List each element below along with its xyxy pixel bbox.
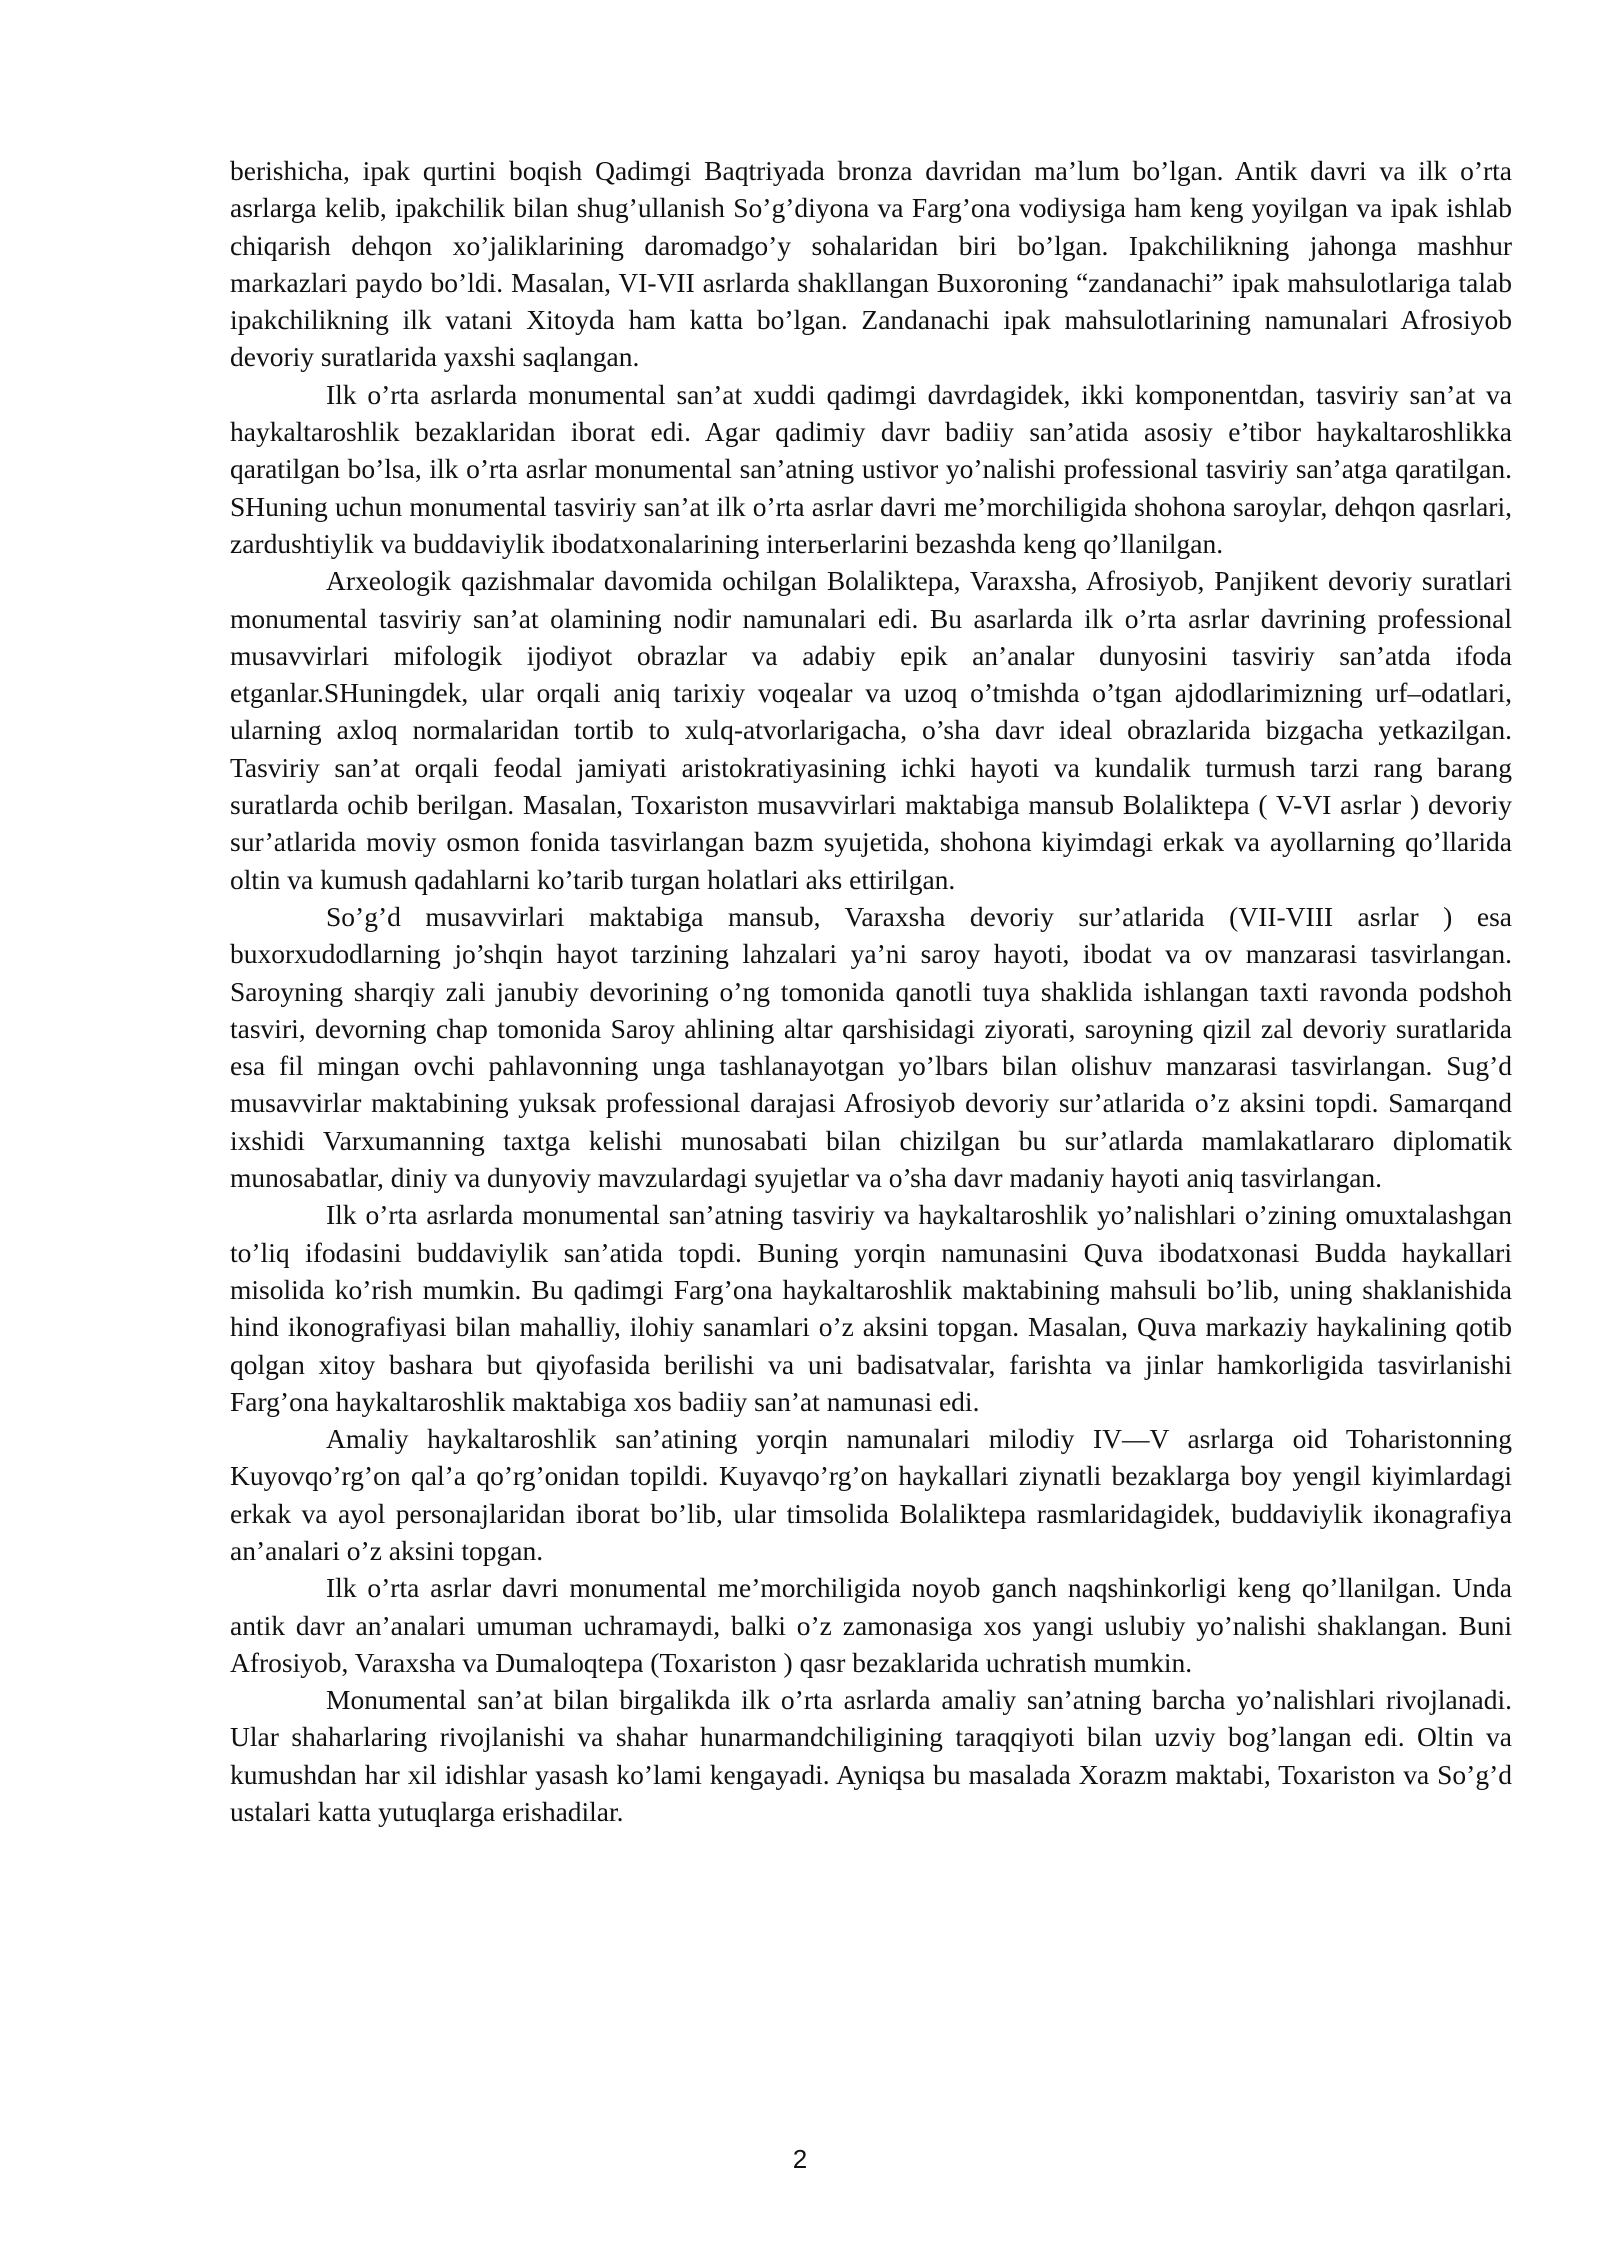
page-number: 2 <box>792 2144 808 2174</box>
paragraph-ganch-ornament: Ilk o’rta asrlar davri monumental me’morchiligida noyob ganch naqshinkorligi keng qo’llanilgan. Unda antik davr an’analari umuman uchramaydi, balki o’z zamonasiga xos yangi uslubiy yo’nalishi shaklangan. Buni Afrosiyob, Varaxsha va Dumaloqtepa (Toxariston ) qasr bezaklarida uchratish mumkin. <box>230 1572 1512 1678</box>
paragraph-continuation: berishicha, ipak qurtini boqish Qadimgi Baqtriyada bronza davridan ma’lum bo’lgan. Antik davri va ilk o’rta asrlarga kelib, ipakchilik bilan shug’ullanish So’g’diyona va Farg’ona vodiysiga ham keng yoyilgan va ipak ishlab chiqarish dehqon xo’jaliklarining daromadgo’y sohalaridan biri bo’lgan. Ipakchilikning jahonga mashhur markazlari paydo bo’ldi. Masalan, VI-VII asrlarda shakllangan Buxoroning “zandanachi” ipak mahsulotlariga talab ipakchilikning ilk vatani Xitoyda ham katta bo’lgan. Zandanachi ipak mahsulotlarining namunalari Afrosiyob devoriy suratlarida yaxshi saqlangan. <box>230 155 1512 373</box>
paragraph-sogd-painters: So’g’d musavvirlari maktabiga mansub, Varaxsha devoriy sur’atlarida (VII-VIII asrlar ) esa buxorxudodlarning jo’shqin hayot tarzining lahzalari ya’ni saroy hayoti, ibodat va ov manzarasi tasvirlangan. Saroyning sharqiy zali janubiy devorining o’ng tomonida qanotli tuya shaklida ishlangan taxti ravonda podshoh tasviri, devorning chap tomonida Saroy ahlining altar qarshisidagi ziyorati, saroyning qizil zal devoriy suratlarida esa fil mingan ovchi pahlavonning unga tashlanayotgan yo’lbars bilan olishuv manzarasi tasvirlangan. Sug’d musavvirlar maktabining yuksak professional darajasi Afrosiyob devoriy sur’atlarida o’z aksini topdi. Samarqand ixshidi Varxumanning taxtga kelishi munosabati bilan chizilgan bu sur’atlarda mamlakatlararo diplomatik munosabatlar, diniy va dunyoviy mavzulardagi syujetlar va o’sha davr madaniy hayoti aniq tasvirlangan. <box>230 900 1512 1194</box>
paragraph-buddhist-sculpture: Ilk o’rta asrlarda monumental san’atning tasviriy va haykaltaroshlik yo’nalishlari o’zining omuxtalashgan to’liq ifodasini buddaviylik san’atida topdi. Buning yorqin namunasini Quva ibodatxonasi Budda haykallari misolida ko’rish mumkin. Bu qadimgi Farg’ona haykaltaroshlik maktabining mahsuli bo’lib, uning shaklanishida hind ikonografiyasi bilan mahalliy, ilohiy sanamlari o’z aksini topgan. Masalan, Quva markaziy haykalining qotib qolgan xitoy bashara but qiyofasida berilishi va uni badisatvalar, farishta va jinlar hamkorligida tasvirlanishi Farg’ona haykaltaroshlik maktabiga xos badiiy san’at namunasi edi. <box>230 1199 1512 1417</box>
paragraph-applied-arts: Monumental san’at bilan birgalikda ilk o’rta asrlarda amaliy san’atning barcha yo’nalishlari rivojlanadi. Ular shaharlaring rivojlanishi va shahar hunarmandchiligining taraqqiyoti bilan uzviy bog’langan edi. Oltin va kumushdan har xil idishlar yasash ko’lami kengayadi. Ayniqsa bu masalada Xorazm maktabi, Toxariston va So’g’d ustalari katta yutuqlarga erishadilar. <box>230 1684 1512 1828</box>
body-text <box>230 152 1512 1830</box>
paragraph-monumental-art: Ilk o’rta asrlarda monumental san’at xuddi qadimgi davrdagidek, ikki komponentdan, tasviriy san’at va haykaltaroshlik bezaklaridan iborat edi. Agar qadimiy davr badiiy san’atida asosiy e’tibor haykaltaroshlikka qaratilgan bo’lsa, ilk o’rta asrlar monumental san’atning ustivor yo’nalishi professional tasviriy san’atga qaratilgan. SHuning uchun monumental tasviriy san’at ilk o’rta asrlar davri me’morchiligida shohona saroylar, dehqon qasrlari, zardushtiylik va buddaviylik ibodatxonalarining interьerlarini bezashda keng qo’llanilgan. <box>230 378 1512 559</box>
paragraph-archaeological-murals: Arxeologik qazishmalar davomida ochilgan Bolaliktepa, Varaxsha, Afrosiyob, Panjikent devoriy suratlari monumental tasviriy san’at olamining nodir namunalari edi. Bu asarlarda ilk o’rta asrlar davrining professional musavvirlari mifologik ijodiyot obrazlar va adabiy epik an’analar dunyosini tasviriy san’atda ifoda etganlar.SHuningdek, ular orqali aniq tarixiy voqealar va uzoq o’tmishda o’tgan ajdodlarimizning urf–odatlari, ularning axloq normalaridan tortib to xulq-atvorlarigacha, o’sha davr ideal obrazlarida bizgacha yetkazilgan. Tasviriy san’at orqali feodal jamiyati aristokratiyasining ichki hayoti va kundalik turmush tarzi rang barang suratlarda ochib berilgan. Masalan, Toxariston musavvirlari maktabiga mansub Bolaliktepa ( V-VI asrlar ) devoriy sur’atlarida moviy osmon fonida tasvirlangan bazm syujetida, shohona kiyimdagi erkak va ayollarning qo’llarida oltin va kumush qadahlarni ko’tarib turgan holatlari aks ettirilgan. <box>230 565 1512 895</box>
paragraph-applied-sculpture: Amaliy haykaltaroshlik san’atining yorqin namunalari milodiy IV—V asrlarga oid Toharistonning Kuyovqo’rg’on qal’a qo’rg’onidan topildi. Kuyavqo’rg’on haykallari ziynatli bezaklarga boy yengil kiyimlardagi erkak va ayol personajlaridan iborat bo’lib, ular timsolida Bolaliktepa rasmlaridagidek, buddaviylik ikonagrafiya an’analari o’z aksini topgan. <box>230 1423 1512 1566</box>
